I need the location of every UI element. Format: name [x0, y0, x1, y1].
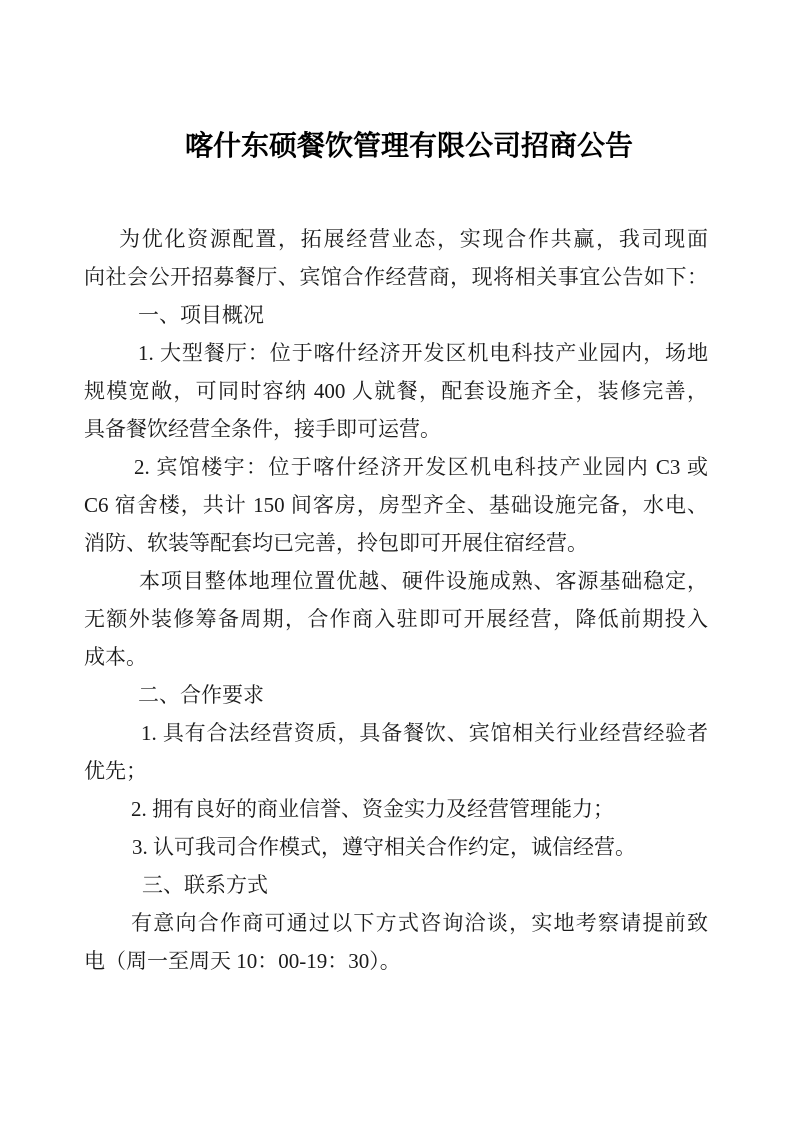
- text-line: 本项目整体地理位置优越、硬件设施成熟、客源基础稳定，: [139, 569, 708, 593]
- text-line: 消防、软装等配套均已完善，拎包即可开展住宿经营。: [84, 531, 588, 555]
- text-line: 向社会公开招募餐厅、宾馆合作经营商，现将相关事宜公告如下：: [84, 265, 708, 289]
- text-line: 有意向合作商可通过以下方式咨询洽谈，实地考察请提前致: [131, 911, 708, 935]
- text-line: 2. 拥有良好的商业信誉、资金实力及经营管理能力；: [131, 797, 614, 821]
- text-line: 1. 大型餐厅：位于喀什经济开发区机电科技产业园内，场地: [138, 341, 708, 365]
- text-line: 电（周一至周天 10：00-19：30）。: [84, 949, 401, 973]
- text-line: 具备餐饮经营全条件，接手即可运营。: [84, 417, 441, 441]
- document-title: 喀什东硕餐饮管理有限公司招商公告: [184, 131, 633, 162]
- text-line: 无额外装修筹备周期，合作商入驻即可开展经营，降低前期投入: [84, 607, 708, 631]
- text-line: 1. 具有合法经营资质，具备餐饮、宾馆相关行业经营经验者: [141, 721, 708, 745]
- text-line: C6 宿舍楼，共计 150 间客房，房型齐全、基础设施完备，水电、: [84, 493, 708, 517]
- text-line: 成本。: [84, 645, 147, 669]
- text-line: 优先；: [84, 759, 147, 783]
- text-line: 为优化资源配置，拓展经营业态，实现合作共赢，我司现面: [119, 227, 708, 251]
- text-line: 3. 认可我司合作模式，遵守相关合作约定，诚信经营。: [132, 835, 636, 859]
- text-line: 二、合作要求: [138, 683, 264, 707]
- text-line: 2. 宾馆楼宇：位于喀什经济开发区机电科技产业园内 C3 或: [134, 455, 708, 479]
- text-line: 一、项目概况: [138, 303, 264, 327]
- text-line: 规模宽敞，可同时容纳 400 人就餐，配套设施齐全，装修完善，: [84, 379, 708, 403]
- document-body: [84, 220, 708, 980]
- text-line: 三、联系方式: [142, 873, 268, 897]
